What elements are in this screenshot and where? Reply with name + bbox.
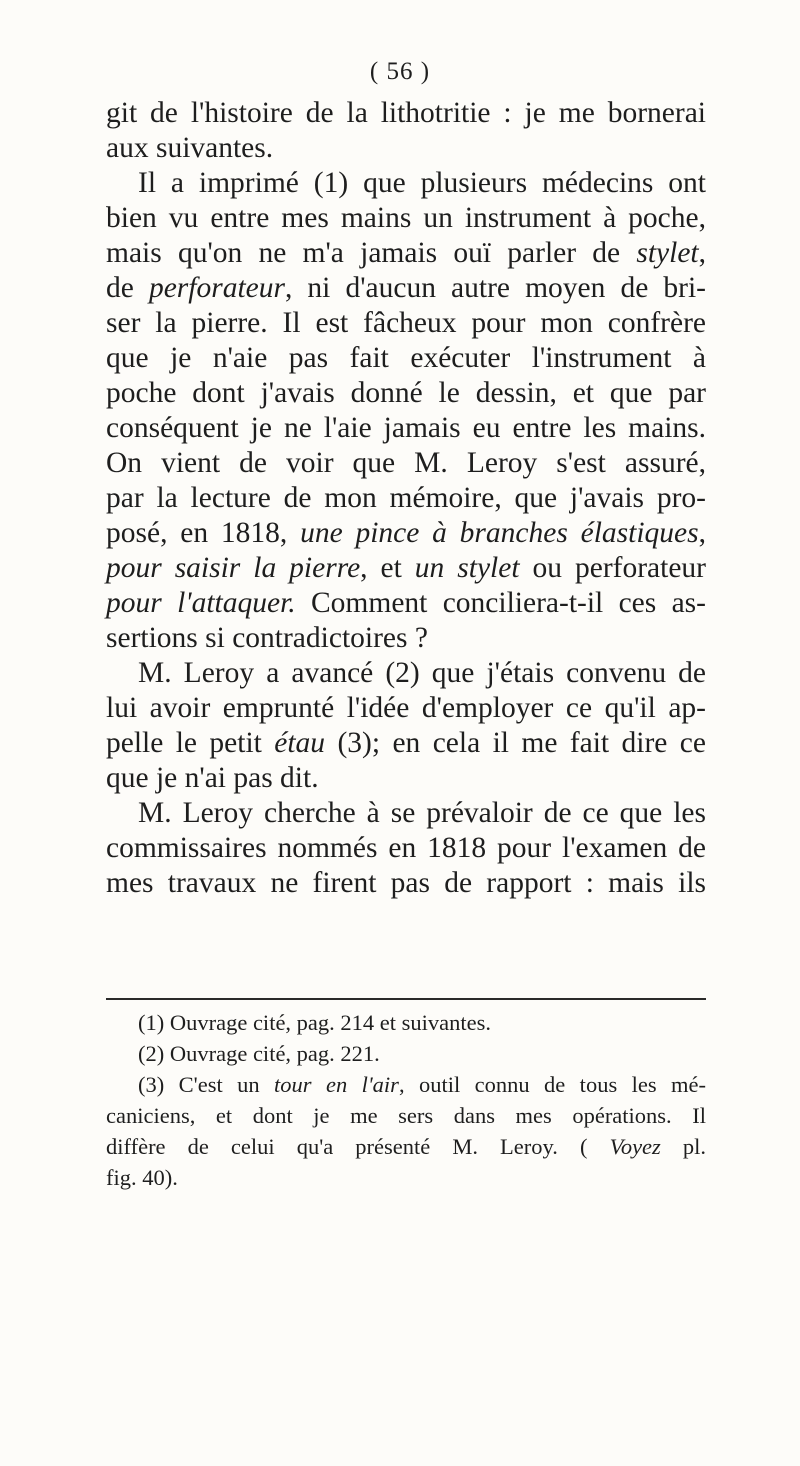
- text-line: poche dont j'avais donné le dessin, et que par: [106, 377, 706, 409]
- text-line: mais qu'on ne m'a jamais ouï parler de stylet,: [106, 237, 707, 269]
- footnote-3-line: fig. 40).: [106, 1165, 178, 1190]
- text-line: ser la pierre. Il est fâcheux pour mon confrère: [106, 307, 706, 339]
- text-line: pour saisir la pierre, et un stylet ou perforateur: [106, 552, 706, 584]
- footnote-3-line: caniciens, et dont je me sers dans mes opérations. Il: [106, 1103, 706, 1128]
- text-line: de perforateur, ni d'aucun autre moyen de bri-: [106, 272, 706, 304]
- text-line: posé, en 1818, une pince à branches élastiques,: [106, 517, 706, 549]
- text-line: lui avoir emprunté l'idée d'employer ce qu'il ap-: [106, 692, 706, 724]
- text-line: bien vu entre mes mains un instrument à poche,: [106, 202, 706, 234]
- text-line: mes travaux ne firent pas de rapport : mais ils: [106, 867, 706, 899]
- text-line: sertions si contradictoires ?: [106, 622, 428, 654]
- text-line: Il a imprimé (1) que plusieurs médecins ont: [138, 167, 706, 199]
- text-line: par la lecture de mon mémoire, que j'avais pro-: [106, 482, 706, 514]
- footnote-2: (2) Ouvrage cité, pag. 221.: [138, 1041, 380, 1066]
- text-line: On vient de voir que M. Leroy s'est assuré,: [106, 447, 706, 479]
- text-line: commissaires nommés en 1818 pour l'examen de: [106, 832, 706, 864]
- footnote-1: (1) Ouvrage cité, pag. 214 et suivantes.: [138, 1010, 492, 1035]
- page-number: ( 56 ): [369, 58, 431, 85]
- footnote-3-line: diffère de celui qu'a présenté M. Leroy. ( Voyez pl.: [106, 1134, 706, 1159]
- footnote-divider: [106, 998, 706, 1000]
- text-line: que je n'aie pas fait exécuter l'instrument à: [106, 342, 706, 374]
- text-line: git de l'histoire de la lithotritie : je me bornerai: [106, 97, 706, 129]
- footnote-3: (3) C'est un tour en l'air, outil connu de tous les mé-: [138, 1072, 706, 1097]
- text-line: M. Leroy a avancé (2) que j'étais convenu de: [138, 657, 706, 689]
- text-line: que je n'ai pas dit.: [106, 762, 319, 794]
- text-line: M. Leroy cherche à se prévaloir de ce que les: [138, 797, 706, 829]
- text-line: pelle le petit étau (3); en cela il me fait dire ce: [106, 727, 706, 759]
- text-line: conséquent je ne l'aie jamais eu entre les mains.: [106, 412, 706, 444]
- main-text: [106, 96, 706, 901]
- text-line: aux suivantes.: [106, 132, 274, 164]
- footnotes: [106, 1008, 706, 1194]
- text-line: pour l'attaquer. Comment conciliera-t-il ces as-: [106, 587, 706, 619]
